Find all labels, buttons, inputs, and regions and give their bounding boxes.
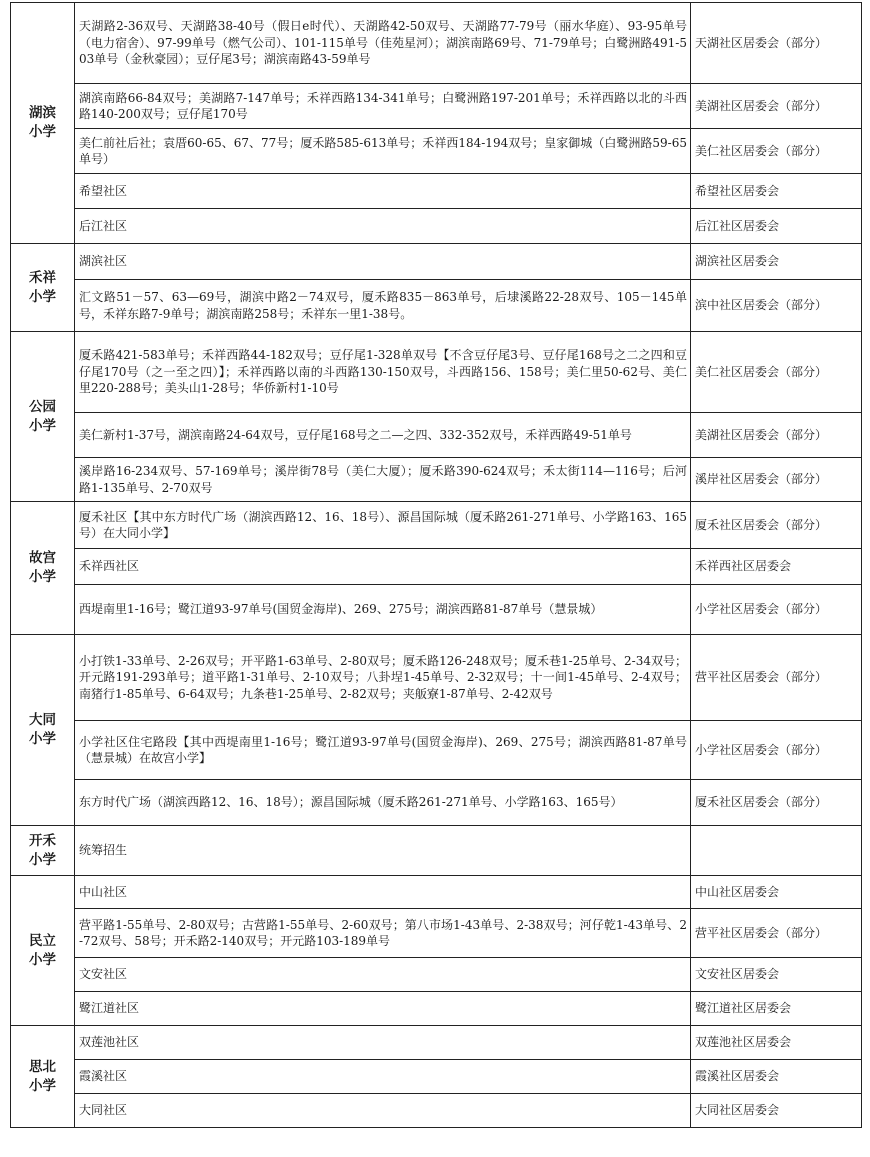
school-name-cell: 湖滨 小学 <box>11 3 75 244</box>
table-row <box>11 780 862 826</box>
enrollment-scope-cell: 厦禾社区【其中东方时代广场（湖滨西路12、16、18号）、源昌国际城（厦禾路261-271单号、小学路163、165号）在大同小学】 <box>75 502 691 549</box>
table-row <box>11 244 862 280</box>
table-row <box>11 84 862 129</box>
enrollment-scope-cell: 厦禾路421-583单号；禾祥西路44-182双号；豆仔尾1-328单双号【不含豆仔尾3号、豆仔尾168号之二之四和豆仔尾170号（之一至之四）】；禾祥西路以南的斗西路130-150双号，斗西路156、158号；美仁里50-62号、美仁里220-288号；美头山1-28号；华侨新村1-10号 <box>75 332 691 413</box>
residents-committee-cell: 厦禾社区居委会（部分） <box>691 780 862 826</box>
enrollment-scope-cell: 营平路1-55单号、2-80双号；古营路1-55单号、2-60双号；第八市场1-43单号、2-38双号；河仔乾1-43单号、2-72双号、58号；开禾路2-140双号；开元路103-189单号 <box>75 909 691 958</box>
enrollment-scope-cell: 霞溪社区 <box>75 1060 691 1094</box>
table-row <box>11 909 862 958</box>
residents-committee-cell: 美湖社区居委会（部分） <box>691 413 862 458</box>
table-row <box>11 585 862 635</box>
enrollment-scope-cell: 希望社区 <box>75 174 691 209</box>
enrollment-scope-cell: 文安社区 <box>75 958 691 992</box>
enrollment-scope-cell: 天湖路2-36双号、天湖路38-40号（假日e时代）、天湖路42-50双号、天湖路77-79号（丽水华庭）、93-95单号（电力宿舍）、97-99单号（燃气公司）、101-115单号（佳苑星河）；湖滨南路69号、71-79单号；白鹭洲路491-503单号（金秋豪园）；豆仔尾3号；湖滨南路43-59单号 <box>75 3 691 84</box>
residents-committee-cell: 厦禾社区居委会（部分） <box>691 502 862 549</box>
table-row <box>11 129 862 174</box>
residents-committee-cell: 希望社区居委会 <box>691 174 862 209</box>
table-row <box>11 1026 862 1060</box>
residents-committee-cell: 文安社区居委会 <box>691 958 862 992</box>
table-row <box>11 721 862 780</box>
enrollment-scope-cell: 东方时代广场（湖滨西路12、16、18号）；源昌国际城（厦禾路261-271单号、小学路163、165号） <box>75 780 691 826</box>
table-row <box>11 876 862 909</box>
table-row <box>11 1094 862 1128</box>
table-row <box>11 635 862 721</box>
school-name-cell: 禾祥 小学 <box>11 244 75 332</box>
enrollment-scope-cell: 鹭江道社区 <box>75 992 691 1026</box>
school-name-cell: 民立 小学 <box>11 876 75 1026</box>
school-name-cell: 开禾 小学 <box>11 826 75 876</box>
residents-committee-cell: 鹭江道社区居委会 <box>691 992 862 1026</box>
enrollment-zone-table <box>10 2 862 1128</box>
residents-committee-cell: 美仁社区居委会（部分） <box>691 129 862 174</box>
enrollment-scope-cell: 小学社区住宅路段【其中西堤南里1-16号；鹭江道93-97单号(国贸金海岸)、269、275号；湖滨西路81-87单号（慧景城）在故宫小学】 <box>75 721 691 780</box>
residents-committee-cell: 滨中社区居委会（部分） <box>691 280 862 332</box>
residents-committee-cell: 天湖社区居委会（部分） <box>691 3 862 84</box>
residents-committee-cell: 后江社区居委会 <box>691 209 862 244</box>
table-row <box>11 826 862 876</box>
enrollment-scope-cell: 美仁前社后社；袁厝60-65、67、77号；厦禾路585-613单号；禾祥西184-194双号；皇家御城（白鹭洲路59-65单号） <box>75 129 691 174</box>
table-row <box>11 174 862 209</box>
enrollment-scope-cell: 小打铁1-33单号、2-26双号；开平路1-63单号、2-80双号；厦禾路126-248双号；厦禾巷1-25单号、2-34双号；开元路191-293单号；道平路1-31单号、2-10双号；八卦埕1-45单号、2-32双号；十一间1-45单号、2-4双号；南猪行1-85单号、6-64双号；九条巷1-25单号、2-82双号；夹舨寮1-87单号、2-42双号 <box>75 635 691 721</box>
table-row <box>11 958 862 992</box>
table-row <box>11 280 862 332</box>
table-row <box>11 209 862 244</box>
residents-committee-cell: 禾祥西社区居委会 <box>691 549 862 585</box>
enrollment-scope-cell: 后江社区 <box>75 209 691 244</box>
enrollment-scope-cell: 中山社区 <box>75 876 691 909</box>
table-row <box>11 549 862 585</box>
enrollment-scope-cell: 美仁新村1-37号，湖滨南路24-64双号，豆仔尾168号之二—之四、332-352双号，禾祥西路49-51单号 <box>75 413 691 458</box>
residents-committee-cell: 双莲池社区居委会 <box>691 1026 862 1060</box>
table-body <box>11 3 862 1128</box>
school-name-cell: 公园 小学 <box>11 332 75 502</box>
table-row <box>11 1060 862 1094</box>
residents-committee-cell: 美仁社区居委会（部分） <box>691 332 862 413</box>
enrollment-scope-cell: 西堤南里1-16号；鹭江道93-97单号(国贸金海岸)、269、275号；湖滨西路81-87单号（慧景城） <box>75 585 691 635</box>
residents-committee-cell: 溪岸社区居委会（部分） <box>691 458 862 502</box>
residents-committee-cell: 营平社区居委会（部分） <box>691 635 862 721</box>
school-name-cell: 大同 小学 <box>11 635 75 826</box>
residents-committee-cell: 中山社区居委会 <box>691 876 862 909</box>
table-row <box>11 3 862 84</box>
residents-committee-cell: 小学社区居委会（部分） <box>691 721 862 780</box>
enrollment-scope-cell: 湖滨社区 <box>75 244 691 280</box>
enrollment-scope-cell: 大同社区 <box>75 1094 691 1128</box>
enrollment-scope-cell: 溪岸路16-234双号、57-169单号；溪岸街78号（美仁大厦）；厦禾路390-624双号；禾太街114—116号；后河路1-135单号、2-70双号 <box>75 458 691 502</box>
table-row <box>11 413 862 458</box>
table-row <box>11 992 862 1026</box>
enrollment-scope-cell: 湖滨南路66-84双号；美湖路7-147单号；禾祥西路134-341单号；白鹭洲路197-201单号；禾祥西路以北的斗西路140-200双号；豆仔尾170号 <box>75 84 691 129</box>
residents-committee-cell <box>691 826 862 876</box>
school-name-cell: 故宫 小学 <box>11 502 75 635</box>
table-row <box>11 502 862 549</box>
school-name-cell: 思北 小学 <box>11 1026 75 1128</box>
enrollment-scope-cell: 禾祥西社区 <box>75 549 691 585</box>
residents-committee-cell: 小学社区居委会（部分） <box>691 585 862 635</box>
residents-committee-cell: 大同社区居委会 <box>691 1094 862 1128</box>
residents-committee-cell: 营平社区居委会（部分） <box>691 909 862 958</box>
residents-committee-cell: 湖滨社区居委会 <box>691 244 862 280</box>
residents-committee-cell: 霞溪社区居委会 <box>691 1060 862 1094</box>
enrollment-scope-cell: 汇文路51－57、63—69号，湖滨中路2－74双号，厦禾路835－863单号，后埭溪路22-28双号、105－145单号，禾祥东路7-9单号；湖滨南路258号；禾祥东一里1-38号。 <box>75 280 691 332</box>
enrollment-scope-cell: 双莲池社区 <box>75 1026 691 1060</box>
residents-committee-cell: 美湖社区居委会（部分） <box>691 84 862 129</box>
enrollment-scope-cell: 统筹招生 <box>75 826 691 876</box>
table-row <box>11 458 862 502</box>
table-row <box>11 332 862 413</box>
